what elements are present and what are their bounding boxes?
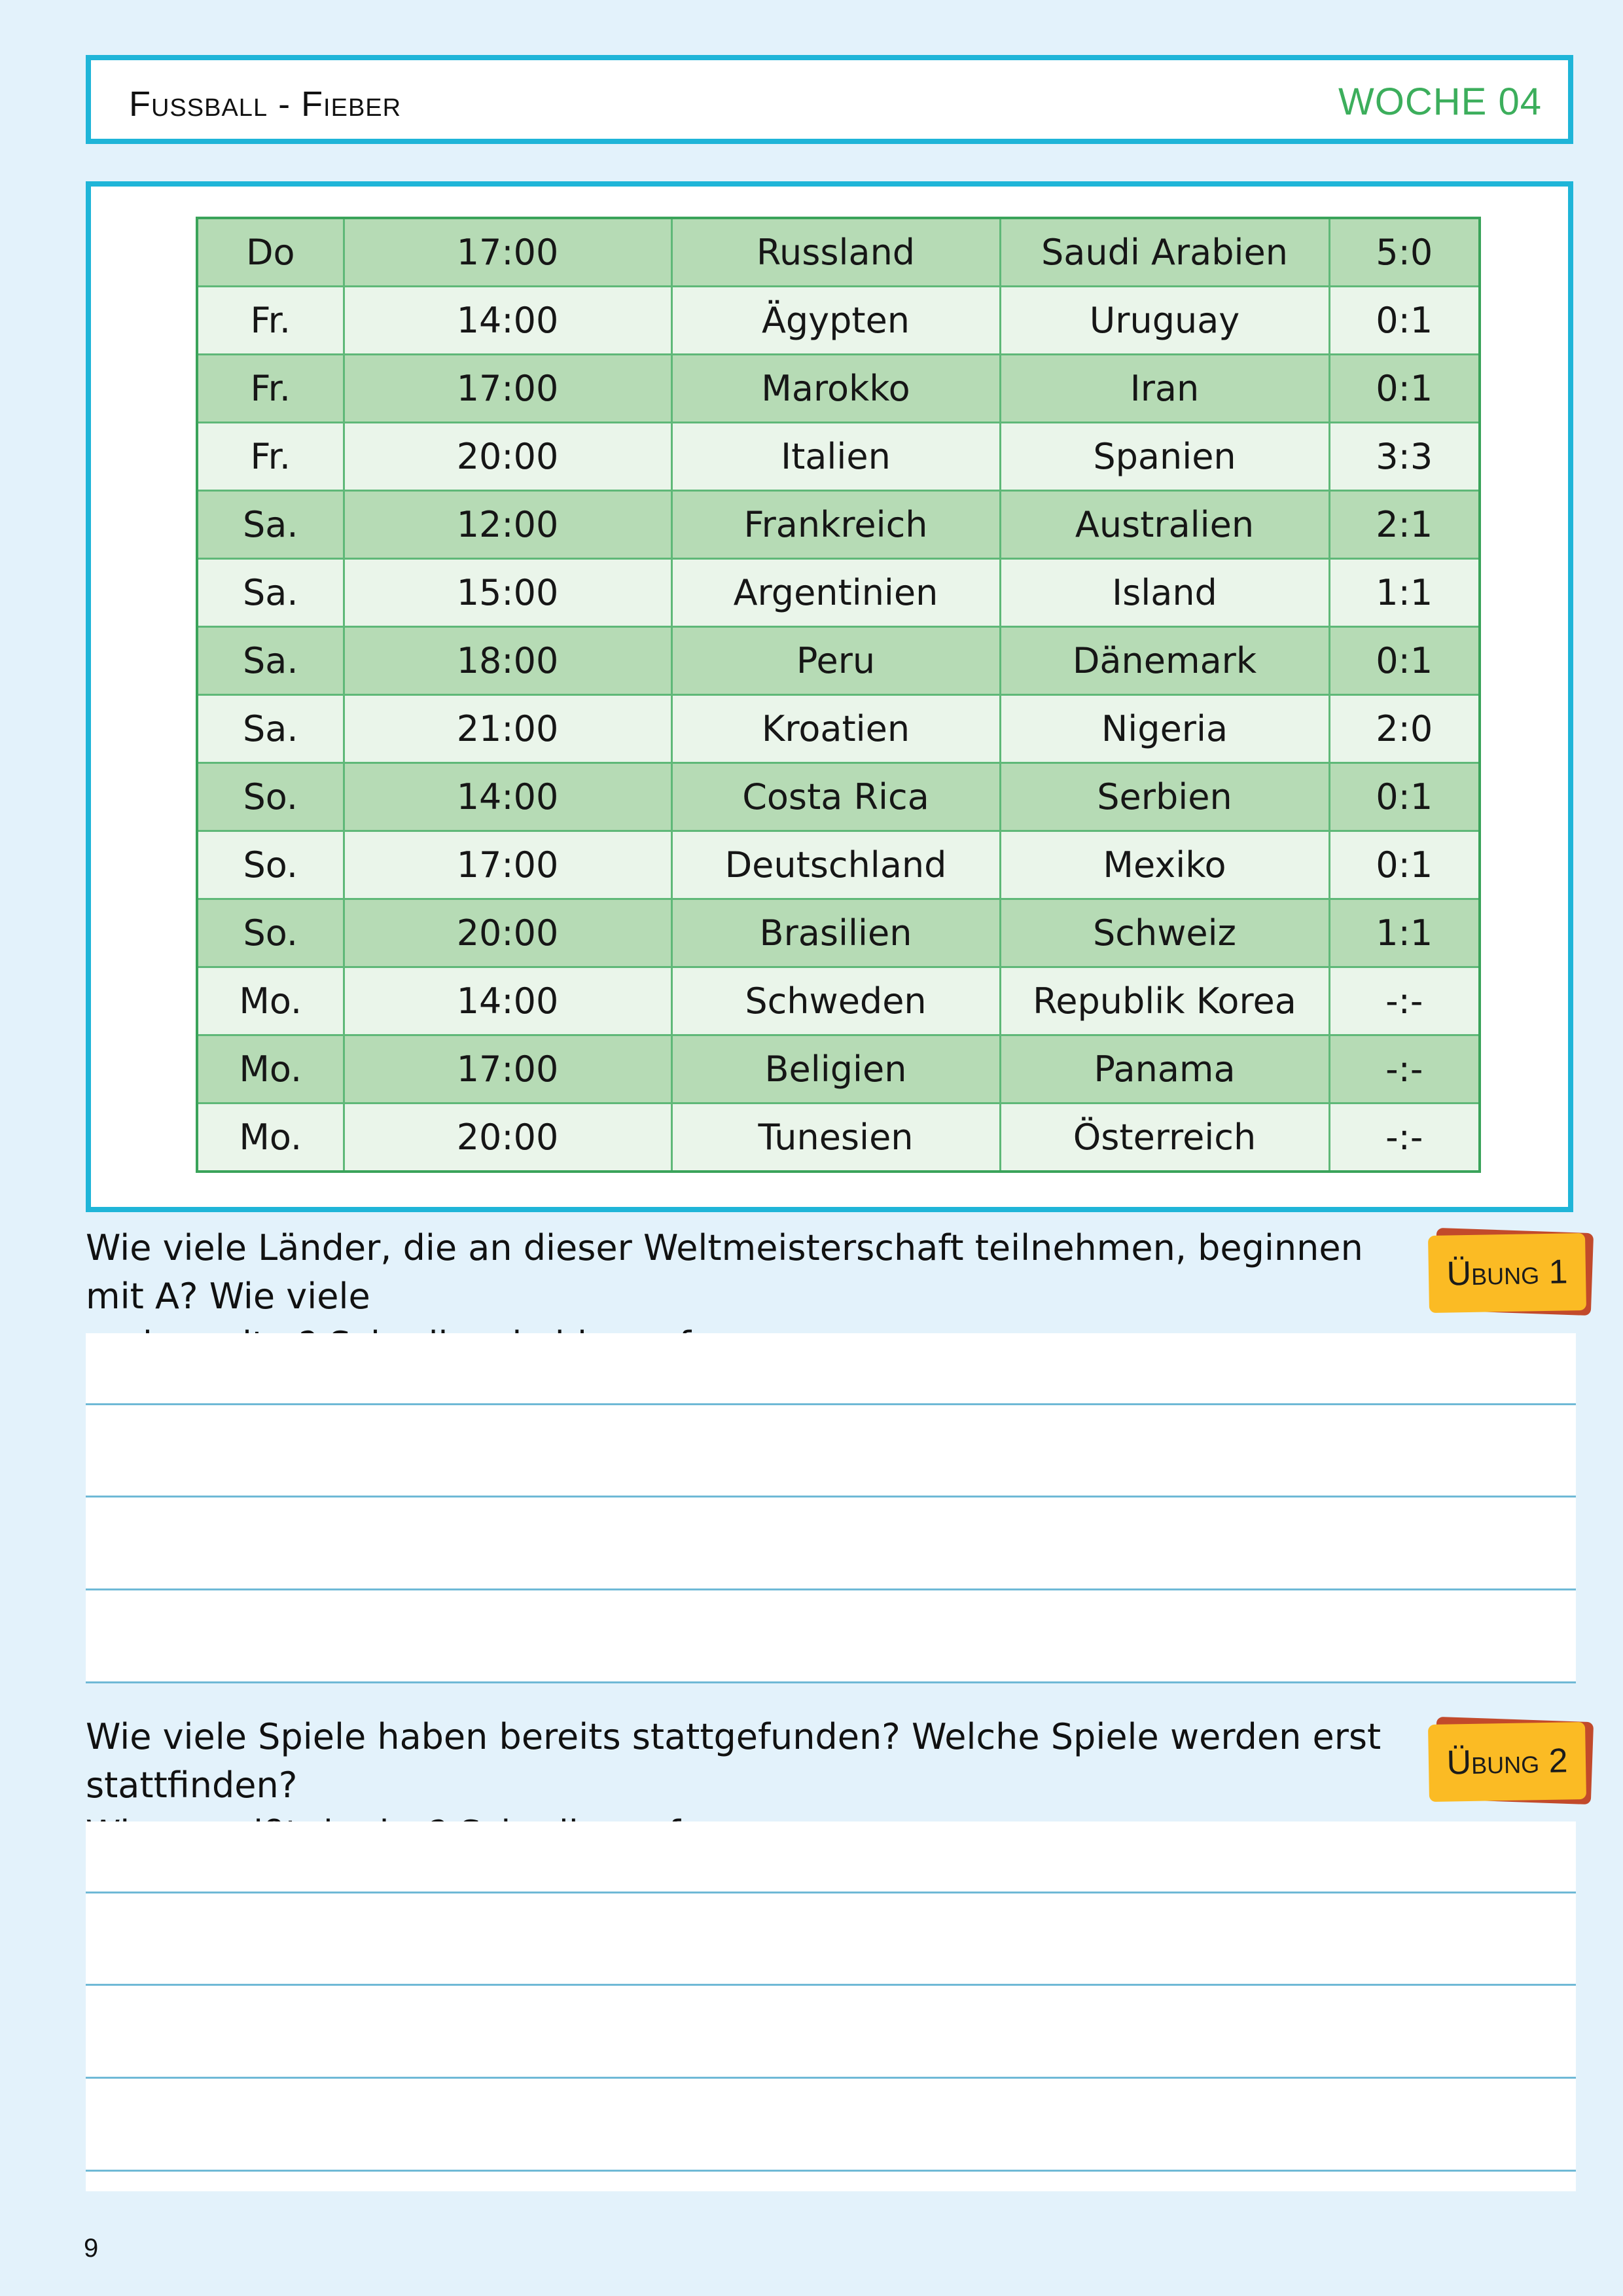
cell-home-team: Peru [671,627,1000,695]
cell-day: Sa. [197,491,344,559]
cell-score: 0:1 [1329,287,1480,355]
table-row [197,1035,1480,1103]
cell-time: 20:00 [344,1103,671,1172]
cell-time: 20:00 [344,423,671,491]
cell-score: 0:1 [1329,763,1480,831]
table-row [197,695,1480,763]
cell-time: 18:00 [344,627,671,695]
cell-away-team: Dänemark [1000,627,1329,695]
cell-day: Do [197,218,344,287]
table-row [197,627,1480,695]
cell-time: 17:00 [344,218,671,287]
cell-time: 17:00 [344,831,671,899]
answer-line [86,1984,1576,1986]
cell-home-team: Kroatien [671,695,1000,763]
cell-away-team: Uruguay [1000,287,1329,355]
cell-home-team: Schweden [671,967,1000,1035]
cell-score: -:- [1329,1103,1480,1172]
cell-time: 21:00 [344,695,671,763]
cell-home-team: Ägypten [671,287,1000,355]
cell-time: 14:00 [344,967,671,1035]
cell-away-team: Saudi Arabien [1000,218,1329,287]
cell-day: So. [197,831,344,899]
cell-score: 2:1 [1329,491,1480,559]
cell-away-team: Serbien [1000,763,1329,831]
cell-time: 17:00 [344,355,671,423]
cell-away-team: Schweiz [1000,899,1329,967]
cell-day: Mo. [197,967,344,1035]
cell-score: 1:1 [1329,899,1480,967]
cell-day: Sa. [197,695,344,763]
exercise1-badge-label: Übung 1 [1428,1233,1586,1313]
cell-home-team: Marokko [671,355,1000,423]
cell-home-team: Italien [671,423,1000,491]
table-row [197,355,1480,423]
cell-away-team: Mexiko [1000,831,1329,899]
worksheet-title: Fussball - Fieber [129,84,402,124]
answer-line [86,2170,1576,2172]
cell-time: 14:00 [344,287,671,355]
page-number: 9 [84,2234,99,2263]
cell-score: -:- [1329,967,1480,1035]
table-row [197,559,1480,627]
cell-score: 3:3 [1329,423,1480,491]
exercise2-answer-lines[interactable] [86,1821,1576,2191]
cell-score: 0:1 [1329,355,1480,423]
table-row [197,1103,1480,1172]
cell-away-team: Österreich [1000,1103,1329,1172]
cell-away-team: Island [1000,559,1329,627]
cell-time: 20:00 [344,899,671,967]
cell-home-team: Brasilien [671,899,1000,967]
cell-day: Sa. [197,559,344,627]
answer-line [86,1892,1576,1893]
cell-home-team: Tunesien [671,1103,1000,1172]
table-row [197,491,1480,559]
cell-day: Fr. [197,355,344,423]
answer-line [86,1403,1576,1405]
cell-score: 0:1 [1329,831,1480,899]
cell-day: Mo. [197,1103,344,1172]
cell-away-team: Nigeria [1000,695,1329,763]
exercise2-badge-label: Übung 2 [1428,1722,1586,1802]
cell-home-team: Costa Rica [671,763,1000,831]
table-row [197,287,1480,355]
exercise1-answer-lines[interactable] [86,1333,1576,1683]
cell-time: 17:00 [344,1035,671,1103]
table-row [197,423,1480,491]
header-box [86,55,1573,144]
answer-line [86,1681,1576,1683]
cell-away-team: Spanien [1000,423,1329,491]
cell-home-team: Deutschland [671,831,1000,899]
cell-time: 15:00 [344,559,671,627]
match-schedule-table [196,217,1481,1173]
cell-day: Sa. [197,627,344,695]
cell-day: Mo. [197,1035,344,1103]
cell-away-team: Panama [1000,1035,1329,1103]
cell-day: Fr. [197,423,344,491]
cell-score: 0:1 [1329,627,1480,695]
cell-score: 5:0 [1329,218,1480,287]
cell-home-team: Argentinien [671,559,1000,627]
cell-day: Fr. [197,287,344,355]
cell-time: 14:00 [344,763,671,831]
exercise1-badge [1429,1230,1591,1314]
cell-home-team: Russland [671,218,1000,287]
exercise1-question-line1: Wie viele Länder, die an dieser Weltmeisterschaft teilnehmen, beginnen mit A? Wie viele [86,1227,1363,1317]
cell-score: -:- [1329,1035,1480,1103]
week-label: WOCHE 04 [1338,81,1542,123]
schedule-frame [86,181,1573,1212]
answer-line [86,1588,1576,1590]
cell-day: So. [197,763,344,831]
cell-day: So. [197,899,344,967]
answer-line [86,2077,1576,2079]
cell-home-team: Beligien [671,1035,1000,1103]
cell-away-team: Australien [1000,491,1329,559]
table-row [197,831,1480,899]
answer-line [86,1496,1576,1498]
cell-time: 12:00 [344,491,671,559]
cell-score: 1:1 [1329,559,1480,627]
exercise2-badge [1429,1719,1591,1803]
cell-home-team: Frankreich [671,491,1000,559]
table-row [197,967,1480,1035]
table-row [197,899,1480,967]
cell-away-team: Republik Korea [1000,967,1329,1035]
table-row [197,218,1480,287]
cell-score: 2:0 [1329,695,1480,763]
exercise2-question-line1: Wie viele Spiele haben bereits stattgefunden? Welche Spiele werden erst stattfinden? [86,1716,1382,1806]
cell-away-team: Iran [1000,355,1329,423]
table-row [197,763,1480,831]
